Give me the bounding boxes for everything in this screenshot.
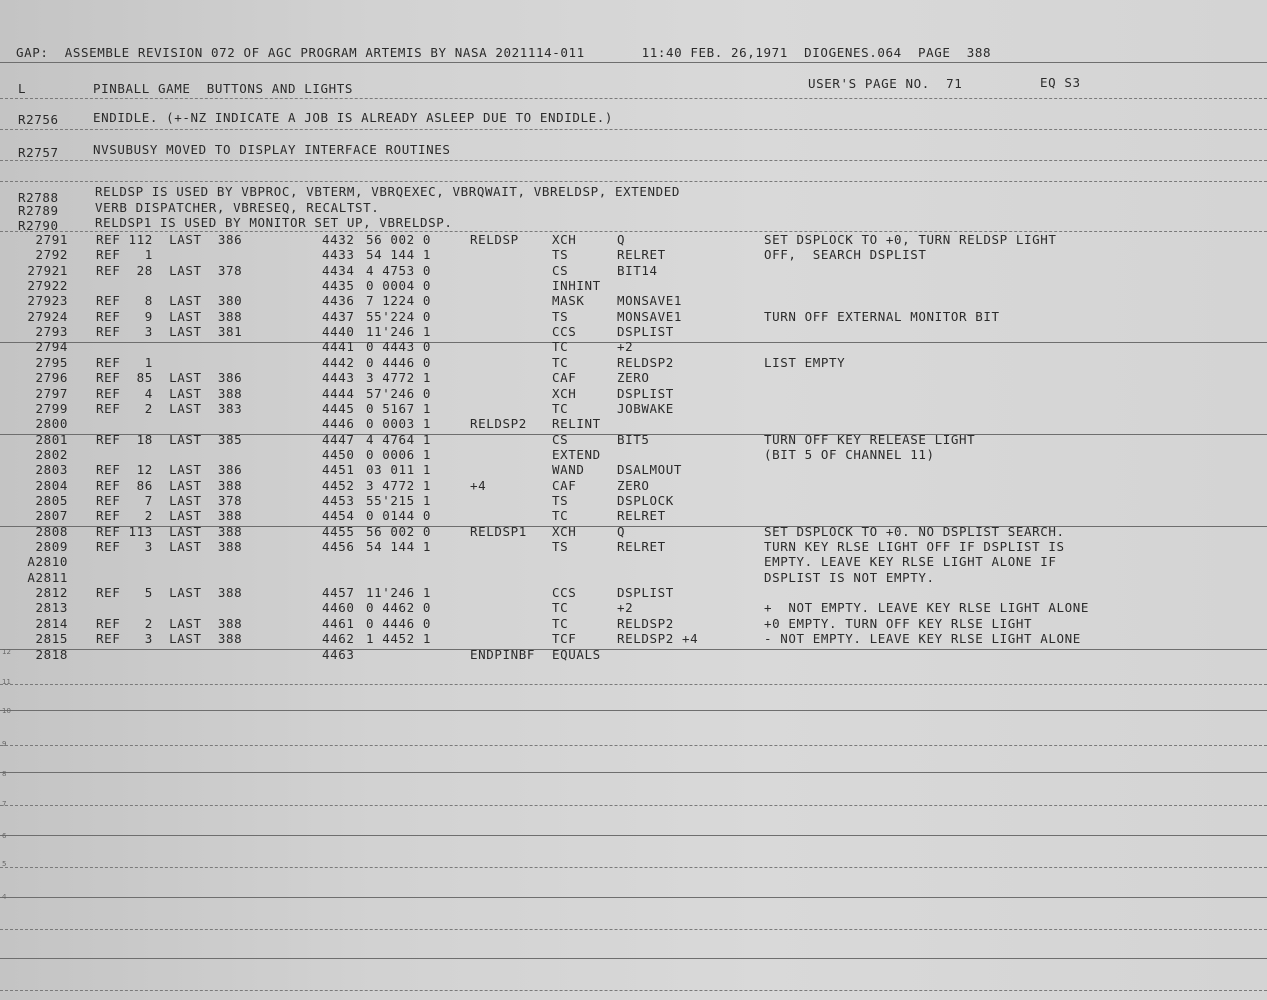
rule	[0, 772, 1267, 773]
listing-address: 4462	[322, 631, 355, 647]
revision-id: R2756	[18, 112, 59, 127]
note-id: R2789	[18, 203, 59, 218]
listing-address: 4455	[322, 523, 355, 539]
listing-comment: OFF, SEARCH DSPLIST	[764, 247, 927, 263]
listing-operand: BIT14	[617, 262, 658, 278]
listing-ref-info: REF 8 LAST 380	[96, 293, 243, 309]
listing-octal-code: 1 4452 1	[366, 631, 432, 647]
listing-comment: EMPTY. LEAVE KEY RLSE LIGHT ALONE IF	[764, 554, 1057, 570]
listing-line-number: 2809	[35, 539, 68, 554]
listing-line-number: 2813	[35, 600, 68, 616]
listing-operand: DSPLIST	[617, 385, 674, 401]
rule	[0, 649, 1267, 650]
listing-ref-info: REF 1	[96, 247, 153, 263]
listing-octal-code: 56 002 0	[366, 523, 432, 539]
listing-address: 4461	[322, 615, 355, 631]
listing-address: 4444	[322, 385, 355, 401]
listing-tag: L	[18, 81, 27, 96]
listing-operand: DSPLIST	[617, 585, 674, 600]
listing-line-number: 27924	[27, 308, 68, 324]
listing-operand: RELRET	[617, 539, 666, 554]
listing-address: 4450	[322, 446, 355, 462]
listing-opcode: TC	[552, 508, 569, 524]
listing-address: 4437	[322, 308, 355, 324]
note-text: RELDSP1 IS USED BY MONITOR SET UP, VBRELDSP.	[95, 215, 453, 230]
margin-mark: 10	[2, 707, 11, 715]
listing-octal-code: 0 4462 0	[366, 600, 432, 616]
margin-mark: 12	[2, 648, 11, 656]
listing-opcode: XCH	[552, 232, 577, 247]
listing-opcode: CAF	[552, 477, 577, 493]
listing-ref-info: REF 12 LAST 386	[96, 462, 243, 478]
listing-line-number: 2805	[35, 492, 68, 508]
listing-ref-info: REF 28 LAST 378	[96, 262, 243, 278]
listing-octal-code: 03 011 1	[366, 462, 432, 478]
listing-comment: (BIT 5 OF CHANNEL 11)	[764, 446, 935, 462]
listing-ref-info: REF 3 LAST 381	[96, 324, 243, 340]
rule	[0, 62, 1267, 63]
listing-octal-code: 3 4772 1	[366, 477, 432, 493]
listing-operand: JOBWAKE	[617, 400, 674, 416]
listing-octal-code: 0 4446 0	[366, 354, 432, 370]
listing-octal-code: 0 4446 0	[366, 615, 432, 631]
listing-octal-code: 4 4764 1	[366, 431, 432, 447]
listing-octal-code: 4 4753 0	[366, 262, 432, 278]
listing-comment: TURN OFF KEY RELEASE LIGHT	[764, 431, 976, 447]
listing-ref-info: REF 1	[96, 354, 153, 370]
listing-line-number: 2796	[35, 370, 68, 386]
eq-label: EQ S3	[1040, 75, 1081, 90]
listing-line-number: 2815	[35, 631, 68, 647]
listing-line-number: 2807	[35, 508, 68, 524]
listing-address: 4457	[322, 585, 355, 600]
listing-operand: RELDSP2	[617, 354, 674, 370]
rule	[0, 897, 1267, 898]
listing-ref-info: REF 2 LAST 388	[96, 508, 243, 524]
listing-octal-code: 0 0004 0	[366, 278, 432, 294]
listing-comment: SET DSPLOCK TO +0, TURN RELDSP LIGHT	[764, 232, 1057, 247]
listing-opcode: TC	[552, 354, 569, 370]
listing-ref-info: REF 5 LAST 388	[96, 585, 243, 600]
listing-operand: MONSAVE1	[617, 308, 683, 324]
listing-opcode: CAF	[552, 370, 577, 386]
listing-octal-code: 3 4772 1	[366, 370, 432, 386]
rule	[0, 835, 1267, 836]
listing-ref-info: REF 7 LAST 378	[96, 492, 243, 508]
listing-line-number: 2794	[35, 339, 68, 355]
listing-comment: TURN OFF EXTERNAL MONITOR BIT	[764, 308, 1000, 324]
listing-address: 4433	[322, 247, 355, 263]
listing-address: 4453	[322, 492, 355, 508]
listing-opcode: RELINT	[552, 416, 601, 432]
listing-line-number: 27923	[27, 293, 68, 309]
listing-operand: ZERO	[617, 370, 650, 386]
listing-address: 4452	[322, 477, 355, 493]
listing-label: +4	[470, 477, 487, 493]
listing-address: 4460	[322, 600, 355, 616]
page-header: GAP: ASSEMBLE REVISION 072 OF AGC PROGRAM ARTEMIS BY NASA 2021114-011 11:40 FEB. 26,1971 DIOGENES.064 PAGE 388	[16, 45, 992, 60]
listing-address: 4451	[322, 462, 355, 478]
listing-line-number: 27922	[27, 278, 68, 294]
listing-ref-info: REF 112 LAST 386	[96, 232, 243, 247]
users-page-number: USER'S PAGE NO. 71	[808, 76, 963, 91]
rule	[0, 958, 1267, 959]
listing-comment: DSPLIST IS NOT EMPTY.	[764, 569, 935, 585]
listing-operand: RELDSP2 +4	[617, 631, 699, 647]
listing-operand: Q	[617, 232, 626, 247]
listing-line-number: 2801	[35, 431, 68, 447]
listing-comment: - NOT EMPTY. LEAVE KEY RLSE LIGHT ALONE	[764, 631, 1081, 647]
listing-operand: Q	[617, 523, 626, 539]
listing-octal-code: 11'246 1	[366, 324, 432, 340]
listing-line-number: 2804	[35, 477, 68, 493]
listing-opcode: WAND	[552, 462, 585, 478]
listing-operand: RELDSP2	[617, 615, 674, 631]
listing-opcode: TS	[552, 247, 569, 263]
listing-opcode: CCS	[552, 324, 577, 340]
rule	[0, 710, 1267, 711]
listing-opcode: XCH	[552, 523, 577, 539]
listing-octal-code: 7 1224 0	[366, 293, 432, 309]
listing-octal-code: 0 5167 1	[366, 400, 432, 416]
listing-opcode: EQUALS	[552, 646, 601, 662]
listing-opcode: TC	[552, 615, 569, 631]
listing-operand: BIT5	[617, 431, 650, 447]
listing-address: 4445	[322, 400, 355, 416]
listing-ref-info: REF 2 LAST 388	[96, 615, 243, 631]
listing-operand: DSALMOUT	[617, 462, 683, 478]
listing-address: 4454	[322, 508, 355, 524]
listing-octal-code: 55'215 1	[366, 492, 432, 508]
listing-line-number: 2803	[35, 462, 68, 478]
listing-line-number: 2795	[35, 354, 68, 370]
listing-opcode: TS	[552, 308, 569, 324]
listing-ref-info: REF 4 LAST 388	[96, 385, 243, 401]
listing-ref-info: REF 3 LAST 388	[96, 539, 243, 554]
listing-octal-code: 0 0006 1	[366, 446, 432, 462]
listing-opcode: MASK	[552, 293, 585, 309]
listing-opcode: TS	[552, 539, 569, 554]
listing-octal-code: 56 002 0	[366, 232, 432, 247]
listing-address: 4446	[322, 416, 355, 432]
listing-comment: LIST EMPTY	[764, 354, 846, 370]
listing-octal-code: 0 0003 1	[366, 416, 432, 432]
listing-line-number: 2793	[35, 324, 68, 340]
note-id: R2790	[18, 218, 59, 233]
rule	[0, 160, 1267, 161]
listing-address: 4434	[322, 262, 355, 278]
note-id: R2788	[18, 190, 59, 205]
margin-mark: 7	[2, 800, 7, 808]
listing-opcode: INHINT	[552, 278, 601, 294]
listing-operand: MONSAVE1	[617, 293, 683, 309]
listing-opcode: CS	[552, 262, 569, 278]
listing-line-number: 2792	[35, 247, 68, 263]
listing-label: ENDPINBF	[470, 646, 536, 662]
rule	[0, 342, 1267, 343]
listing-octal-code: 54 144 1	[366, 539, 432, 554]
margin-mark: 8	[2, 770, 7, 778]
listing-operand: ZERO	[617, 477, 650, 493]
revision-text: ENDIDLE. (+-NZ INDICATE A JOB IS ALREADY ASLEEP DUE TO ENDIDLE.)	[93, 110, 614, 125]
listing-ref-info: REF 3 LAST 388	[96, 631, 243, 647]
listing-line-number: 2797	[35, 385, 68, 401]
listing-line-number: 2808	[35, 523, 68, 539]
listing-address: 4456	[322, 539, 355, 554]
margin-mark: 6	[2, 832, 7, 840]
listing-opcode: CS	[552, 431, 569, 447]
listing-opcode: TCF	[552, 631, 577, 647]
margin-mark: 4	[2, 893, 7, 901]
listing-line-number: 2802	[35, 446, 68, 462]
rule	[0, 745, 1267, 746]
listing-ref-info: REF 113 LAST 388	[96, 523, 243, 539]
listing-address: 4432	[322, 232, 355, 247]
listing-address: 4435	[322, 278, 355, 294]
note-text: RELDSP IS USED BY VBPROC, VBTERM, VBRQEXEC, VBRQWAIT, VBRELDSP, EXTENDED	[95, 184, 681, 199]
listing-ref-info: REF 18 LAST 385	[96, 431, 243, 447]
listing-address: 4463	[322, 646, 355, 662]
listing-comment: TURN KEY RLSE LIGHT OFF IF DSPLIST IS	[764, 539, 1065, 554]
listing-label: RELDSP	[470, 232, 519, 247]
listing-ref-info: REF 86 LAST 388	[96, 477, 243, 493]
listing-opcode: CCS	[552, 585, 577, 600]
listing-address: 4443	[322, 370, 355, 386]
listing-address: 4442	[322, 354, 355, 370]
listing-octal-code: 54 144 1	[366, 247, 432, 263]
listing-line-number: A2810	[27, 554, 68, 570]
rule	[0, 929, 1267, 930]
listing-opcode: TC	[552, 339, 569, 355]
listing-octal-code: 55'224 0	[366, 308, 432, 324]
listing-line-number: 2791	[35, 232, 68, 247]
note-text: VERB DISPATCHER, VBRESEQ, RECALTST.	[95, 200, 380, 215]
rule	[0, 990, 1267, 991]
rule	[0, 805, 1267, 806]
listing-line-number: A2811	[27, 569, 68, 585]
listing-address: 4441	[322, 339, 355, 355]
listing-line-number: 2800	[35, 416, 68, 432]
listing-ref-info: REF 9 LAST 388	[96, 308, 243, 324]
listing-address: 4440	[322, 324, 355, 340]
listing-opcode: TC	[552, 400, 569, 416]
listing-operand: +2	[617, 600, 634, 616]
listing-opcode: EXTEND	[552, 446, 601, 462]
listing-address: 4447	[322, 431, 355, 447]
listing-line-number: 27921	[27, 262, 68, 278]
rule	[0, 129, 1267, 130]
listing-operand: RELRET	[617, 508, 666, 524]
margin-mark: 11	[2, 678, 11, 686]
listing-operand: +2	[617, 339, 634, 355]
listing-octal-code: 0 4443 0	[366, 339, 432, 355]
rule	[0, 181, 1267, 182]
listing-address: 4436	[322, 293, 355, 309]
listing-octal-code: 0 0144 0	[366, 508, 432, 524]
listing-opcode: XCH	[552, 385, 577, 401]
listing-ref-info: REF 2 LAST 383	[96, 400, 243, 416]
revision-text: NVSUBUSY MOVED TO DISPLAY INTERFACE ROUTINES	[93, 142, 451, 157]
listing-octal-code: 57'246 0	[366, 385, 432, 401]
margin-mark: 9	[2, 740, 7, 748]
margin-mark: 5	[2, 860, 7, 868]
rule	[0, 867, 1267, 868]
listing-operand: RELRET	[617, 247, 666, 263]
listing-comment: +0 EMPTY. TURN OFF KEY RLSE LIGHT	[764, 615, 1033, 631]
listing-operand: DSPLOCK	[617, 492, 674, 508]
listing-opcode: TC	[552, 600, 569, 616]
listing-line-number: 2812	[35, 585, 68, 600]
rule	[0, 98, 1267, 99]
listing-line-number: 2814	[35, 615, 68, 631]
listing-label: RELDSP2	[470, 416, 527, 432]
listing-comment: + NOT EMPTY. LEAVE KEY RLSE LIGHT ALONE	[764, 600, 1090, 616]
listing-operand: DSPLIST	[617, 324, 674, 340]
listing-line-number: 2799	[35, 400, 68, 416]
listing-octal-code: 11'246 1	[366, 585, 432, 600]
listing-line-number: 2818	[35, 646, 68, 662]
listing-ref-info: REF 85 LAST 386	[96, 370, 243, 386]
listing-label: RELDSP1	[470, 523, 527, 539]
rule	[0, 684, 1267, 685]
section-title: PINBALL GAME BUTTONS AND LIGHTS	[93, 81, 354, 96]
listing-opcode: TS	[552, 492, 569, 508]
revision-id: R2757	[18, 145, 59, 160]
listing-comment: SET DSPLOCK TO +0. NO DSPLIST SEARCH.	[764, 523, 1065, 539]
